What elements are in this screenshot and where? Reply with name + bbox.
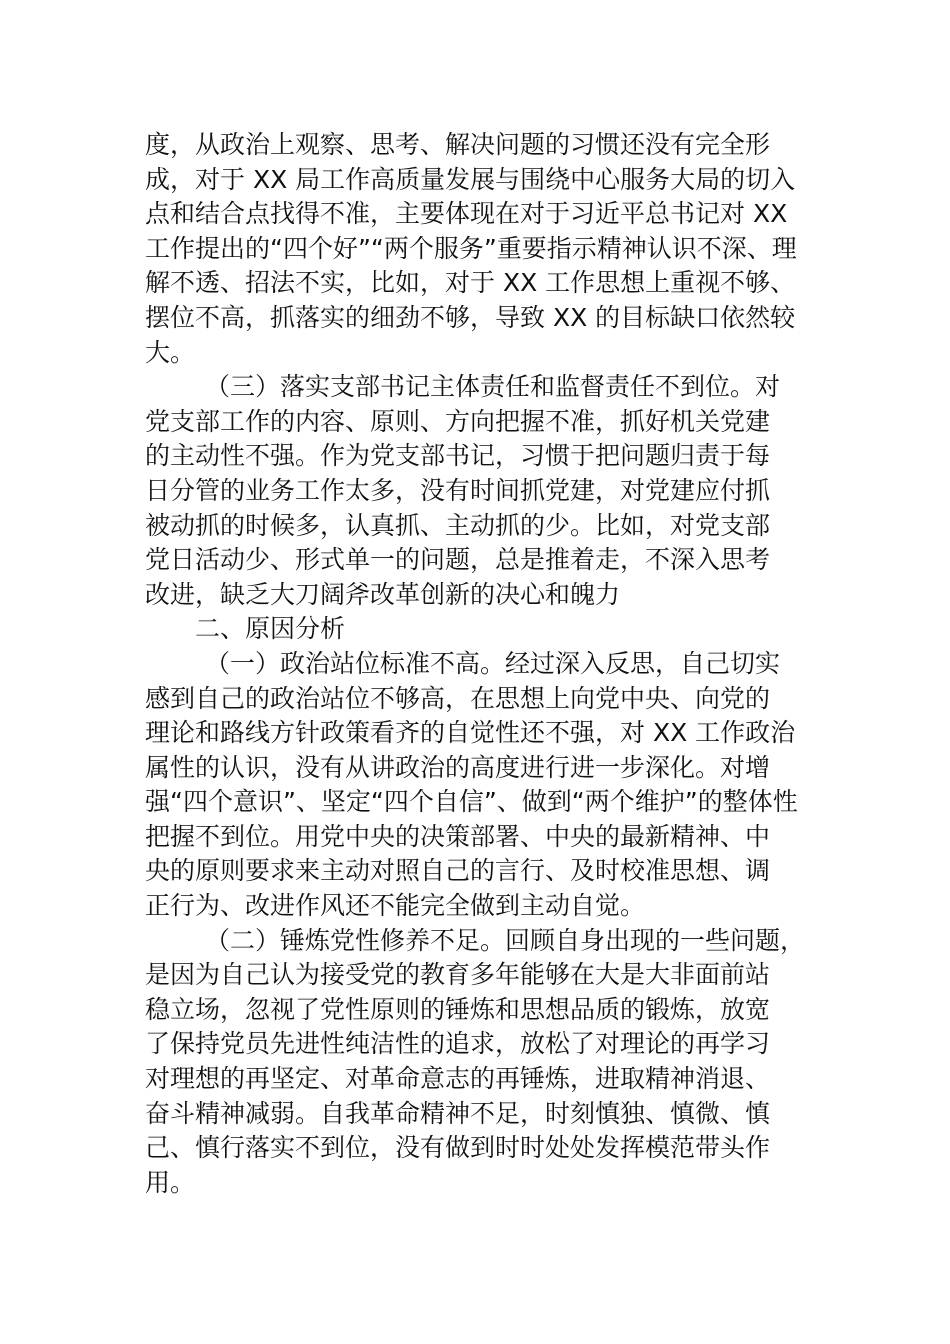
text-line: 属性的认识，没有从讲政治的高度进行进一步深化。对增 — [145, 752, 771, 782]
text-line: 己、慎行落实不到位，没有做到时时处处发挥模范带头作 — [145, 1133, 771, 1163]
text-line: 正行为、改进作风还不能完全做到主动自觉。 — [145, 891, 646, 921]
text-line: 的主动性不强。作为党支部书记，习惯于把问题归责于每 — [145, 441, 771, 471]
text-line: 摆位不高，抓落实的细劲不够，导致 XX 的目标缺口依然较 — [145, 302, 796, 332]
text-line: 成，对于 XX 局工作高质量发展与围绕中心服务大局的切入 — [145, 164, 796, 194]
text-line: 央的原则要求来主动对照自己的言行、及时校准思想、调 — [145, 856, 771, 886]
text-line: 把握不到位。用党中央的决策部署、中央的最新精神、中 — [145, 821, 771, 851]
text-line: 用。 — [145, 1167, 196, 1197]
text-line: 了保持党员先进性纯洁性的追求，放松了对理论的再学习 — [145, 1029, 771, 1059]
text-line: 日分管的业务工作太多，没有时间抓党建，对党建应付抓 — [145, 475, 771, 505]
text-line: 理论和路线方针政策看齐的自觉性还不强，对 XX 工作政治 — [145, 718, 796, 748]
document-body — [145, 128, 809, 1200]
text-line: 对理想的再坚定、对革命意志的再锤炼，进取精神消退、 — [145, 1064, 771, 1094]
text-line: 是因为自己认为接受党的教育多年能够在大是大非面前站 — [145, 960, 771, 990]
paragraph-start-line: （二）锤炼党性修养不足。回顾自身出现的一些问题， — [205, 925, 806, 955]
text-line: 党支部工作的内容、原则、方向把握不准，抓好机关党建 — [145, 406, 771, 436]
section-heading: 二、原因分析 — [195, 614, 346, 644]
text-line: 被动抓的时候多，认真抓、主动抓的少。比如，对党支部 — [145, 510, 771, 540]
text-line: 解不透、招法不实，比如，对于 XX 工作思想上重视不够、 — [145, 268, 796, 298]
text-line: 强“四个意识”、坚定“四个自信”、做到“两个维护”的整体性 — [145, 787, 798, 817]
text-line: 稳立场，忽视了党性原则的锤炼和思想品质的锻炼，放宽 — [145, 994, 771, 1024]
text-line: 点和结合点找得不准，主要体现在对于习近平总书记对 XX — [145, 199, 788, 229]
paragraph-start-line: （三）落实支部书记主体责任和监督责任不到位。对 — [205, 372, 781, 402]
text-line: 奋斗精神减弱。自我革命精神不足，时刻慎独、慎微、慎 — [145, 1098, 771, 1128]
text-line: 工作提出的“四个好”“两个服务”重要指示精神认识不深、理 — [145, 233, 797, 263]
text-line: 大。 — [145, 337, 196, 367]
text-line: 改进，缺乏大刀阔斧改革创新的决心和魄力 — [145, 579, 621, 609]
text-line: 感到自己的政治站位不够高，在思想上向党中央、向党的 — [145, 683, 771, 713]
text-line: 党日活动少、形式单一的问题，总是推着走，不深入思考 — [145, 545, 771, 575]
text-line: 度，从政治上观察、思考、解决问题的习惯还没有完全形 — [145, 130, 771, 159]
paragraph-start-line: （一）政治站位标准不高。经过深入反思，自己切实 — [205, 648, 781, 678]
